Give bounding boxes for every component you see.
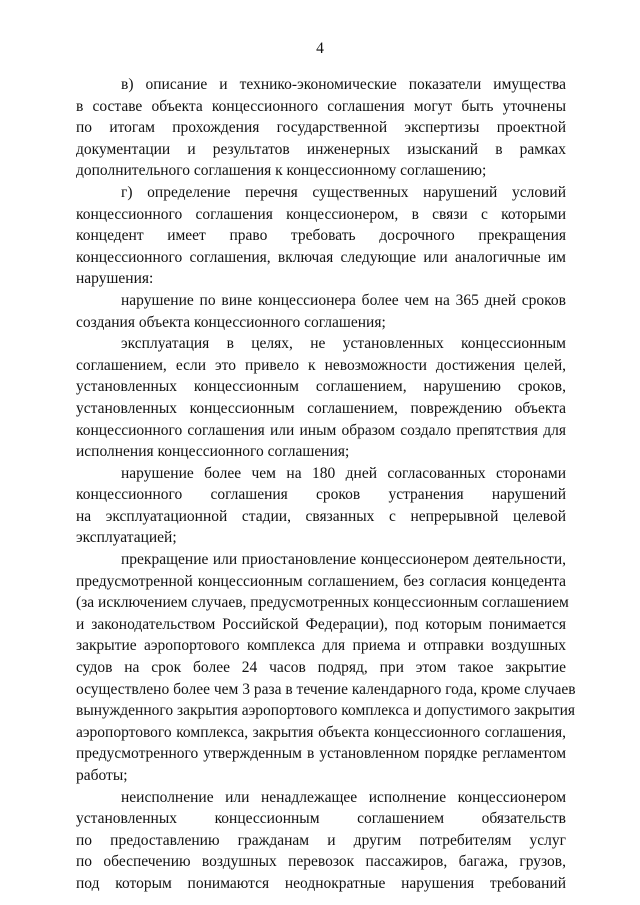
paragraph-first-line: неисполнение или ненадлежащее исполнение концессионером xyxy=(121,788,566,806)
text-line: предусмотренного утвержденным в установленном порядке регламентом xyxy=(76,745,566,763)
text-line: исполнения концессионного соглашения; xyxy=(76,443,350,461)
text-line: и законодательством Российской Федерации), под которым понимается xyxy=(76,615,566,633)
text-line: работы; xyxy=(76,767,128,784)
paragraph-first-line: прекращение или приостановление концессионером деятельности, xyxy=(121,551,566,569)
text-line: в составе объекта концессионного соглашения могут быть уточнены xyxy=(76,97,566,115)
paragraph-first-line: г) определение перечня существенных нарушений условий xyxy=(121,183,566,201)
text-line: на эксплуатационной стадии, связанных с непрерывной целевой xyxy=(76,507,566,525)
text-line: по итогам прохождения государственной экспертизы проектной xyxy=(76,119,566,137)
text-line: по предоставлению гражданам и другим потребителям услуг xyxy=(76,831,566,849)
text-line: под которым понимаются неоднократные нарушения требований xyxy=(76,874,566,892)
text-line: соглашением, если это привело к невозможности достижения целей, xyxy=(76,356,566,374)
text-line: концессионного соглашения сроков устранения нарушений xyxy=(76,486,566,504)
text-line: предусмотренной концессионным соглашением, без согласия концедента xyxy=(76,572,566,590)
text-line: концессионного соглашения, включая следующие или аналогичные им xyxy=(76,248,566,266)
text-line: концедент имеет право требовать досрочного прекращения xyxy=(76,227,566,245)
text-line: установленных концессионным соглашением, нарушению сроков, xyxy=(76,378,566,396)
paragraph-first-line: эксплуатация в целях, не установленных концессионным xyxy=(121,335,566,353)
text-line: судов на срок более 24 часов подряд, при этом такое закрытие xyxy=(76,659,566,677)
text-line: (за исключением случаев, предусмотренных концессионным соглашением xyxy=(76,594,569,612)
text-line: установленных концессионным соглашением обязательств xyxy=(76,810,566,828)
text-line: нарушения: xyxy=(76,270,154,288)
text-line: осуществлено более чем 3 раза в течение календарного года, кроме случаев xyxy=(76,680,576,698)
text-line: установленных концессионным соглашением, повреждению объекта xyxy=(76,399,566,417)
text-line: аэропортового комплекса, закрытия объекта концессионного соглашения, xyxy=(76,723,566,741)
text-line: концессионного соглашения концессионером, в связи с которыми xyxy=(76,205,566,223)
text-line: по обеспечению воздушных перевозок пассажиров, багажа, грузов, xyxy=(76,853,566,871)
paragraph-first-line: нарушение по вине концессионера более чем на 365 дней сроков xyxy=(121,291,566,309)
document-body xyxy=(76,74,576,895)
text-line: закрытие аэропортового комплекса для приема и отправки воздушных xyxy=(76,637,566,655)
text-line: документации и результатов инженерных изысканий в рамках xyxy=(76,140,566,158)
text-line: концессионного соглашения или иным образом создало препятствия для xyxy=(76,421,566,439)
paragraph-first-line: в) описание и технико-экономические показатели имущества xyxy=(121,76,566,93)
text-line: вынужденного закрытия аэропортового комплекса и допустимого закрытия xyxy=(76,702,575,720)
text-line: создания объекта концессионного соглашения; xyxy=(76,313,386,331)
text-line: эксплуатацией; xyxy=(76,529,177,547)
page-number: 4 xyxy=(316,40,324,57)
paragraph-first-line: нарушение более чем на 180 дней согласованных сторонами xyxy=(121,464,566,482)
text-line: дополнительного соглашения к концессионному соглашению; xyxy=(76,162,487,180)
